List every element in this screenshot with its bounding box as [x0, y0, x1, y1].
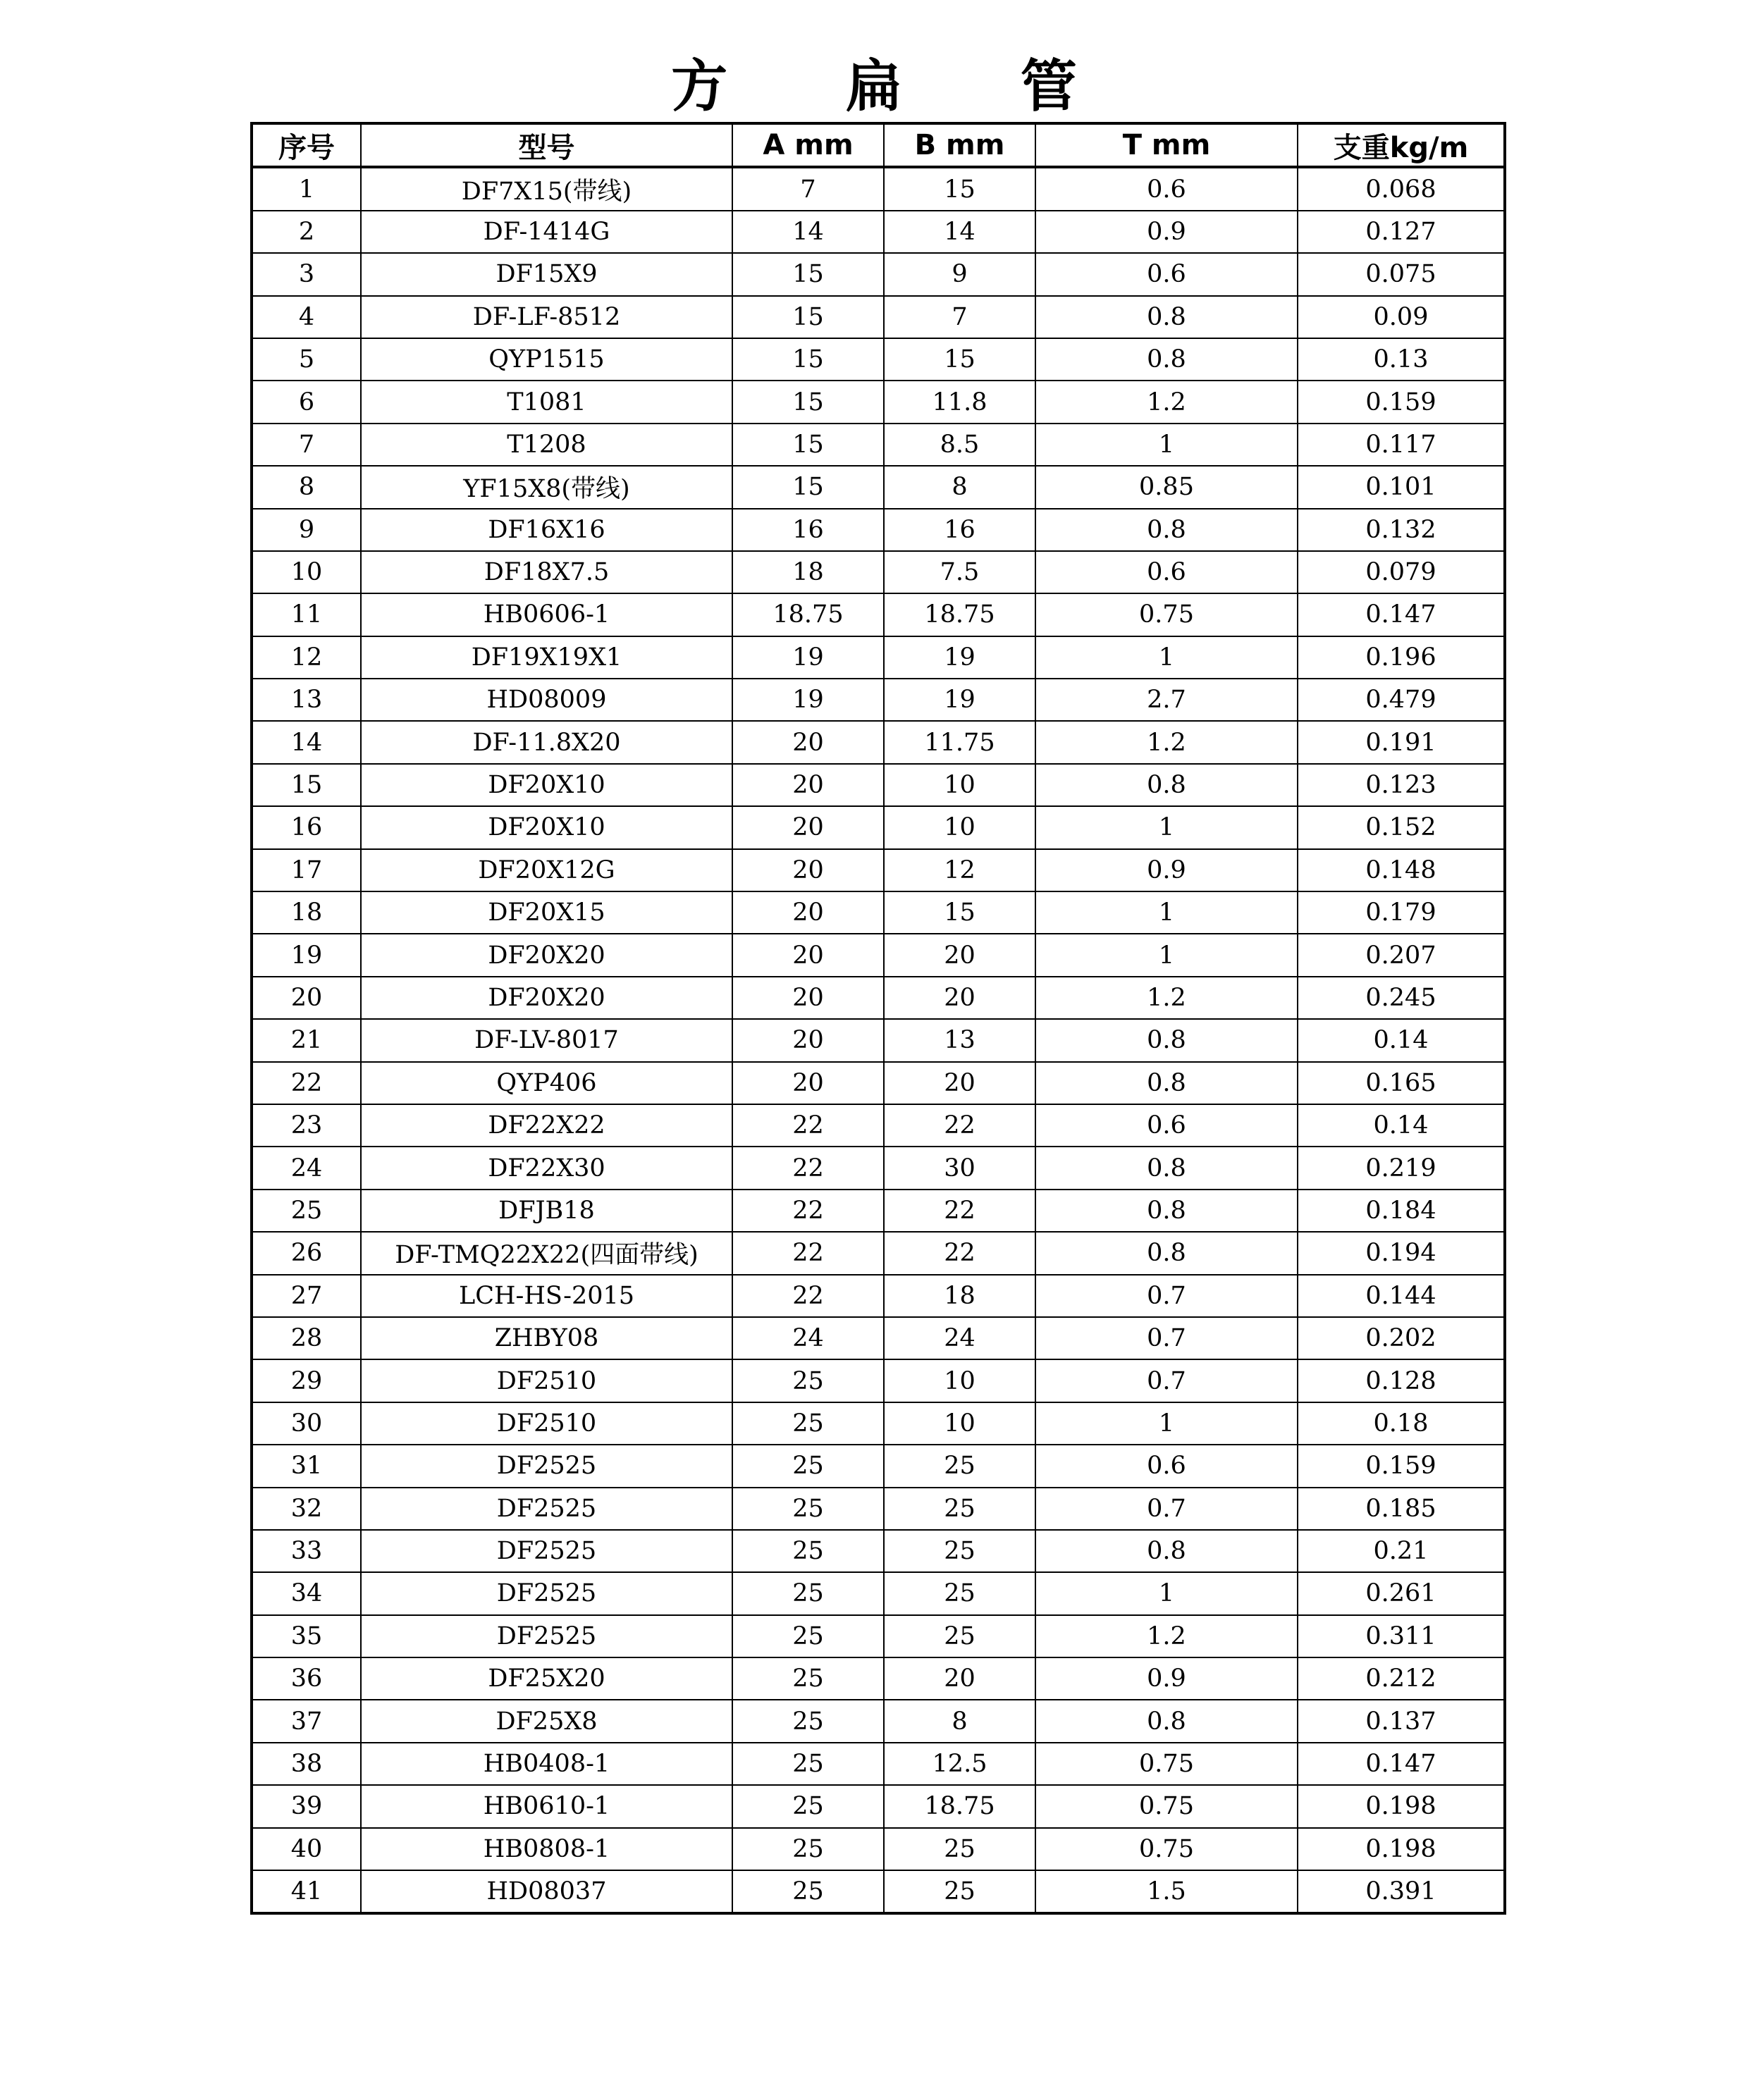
- cell-t-mm: 1: [1035, 1402, 1298, 1445]
- cell-model: DF20X10: [361, 764, 732, 806]
- cell-b-mm: 20: [884, 977, 1035, 1019]
- cell-a-mm: 18: [732, 551, 884, 593]
- cell-t-mm: 0.6: [1035, 167, 1298, 210]
- cell-weight: 0.18: [1298, 1402, 1505, 1445]
- cell-a-mm: 25: [732, 1572, 884, 1614]
- cell-a-mm: 22: [732, 1190, 884, 1232]
- cell-a-mm: 25: [732, 1828, 884, 1870]
- cell-t-mm: 0.8: [1035, 338, 1298, 381]
- cell-weight: 0.152: [1298, 806, 1505, 848]
- cell-weight: 0.391: [1298, 1870, 1505, 1913]
- cell-b-mm: 8.5: [884, 424, 1035, 466]
- cell-weight: 0.21: [1298, 1530, 1505, 1572]
- cell-weight: 0.198: [1298, 1785, 1505, 1827]
- cell-b-mm: 14: [884, 211, 1035, 253]
- table-row: [252, 849, 1505, 891]
- cell-model: DF16X16: [361, 509, 732, 551]
- cell-b-mm: 7.5: [884, 551, 1035, 593]
- cell-b-mm: 18: [884, 1275, 1035, 1317]
- table-row: [252, 679, 1505, 721]
- cell-model: DF20X12G: [361, 849, 732, 891]
- cell-weight: 0.219: [1298, 1147, 1505, 1189]
- table-row: [252, 1359, 1505, 1402]
- cell-no: 16: [252, 806, 361, 848]
- header-a-mm: A mm: [732, 123, 884, 167]
- cell-model: HB0610-1: [361, 1785, 732, 1827]
- cell-t-mm: 0.8: [1035, 1019, 1298, 1061]
- cell-a-mm: 20: [732, 849, 884, 891]
- table-row: [252, 1275, 1505, 1317]
- cell-a-mm: 22: [732, 1104, 884, 1147]
- cell-model: DF20X20: [361, 977, 732, 1019]
- cell-no: 4: [252, 296, 361, 338]
- table-row: [252, 1445, 1505, 1487]
- cell-no: 37: [252, 1700, 361, 1742]
- cell-t-mm: 1: [1035, 424, 1298, 466]
- cell-no: 32: [252, 1488, 361, 1530]
- table-row: [252, 466, 1505, 508]
- cell-t-mm: 0.9: [1035, 849, 1298, 891]
- cell-a-mm: 24: [732, 1317, 884, 1359]
- cell-a-mm: 19: [732, 679, 884, 721]
- cell-no: 30: [252, 1402, 361, 1445]
- cell-no: 23: [252, 1104, 361, 1147]
- cell-weight: 0.132: [1298, 509, 1505, 551]
- cell-weight: 0.13: [1298, 338, 1505, 381]
- cell-model: DF20X10: [361, 806, 732, 848]
- cell-no: 31: [252, 1445, 361, 1487]
- cell-no: 36: [252, 1657, 361, 1700]
- cell-t-mm: 0.6: [1035, 1104, 1298, 1147]
- cell-b-mm: 25: [884, 1530, 1035, 1572]
- cell-model: DF2525: [361, 1615, 732, 1657]
- cell-weight: 0.09: [1298, 296, 1505, 338]
- table-row: [252, 424, 1505, 466]
- cell-no: 28: [252, 1317, 361, 1359]
- cell-model: QYP406: [361, 1062, 732, 1104]
- cell-t-mm: 1: [1035, 891, 1298, 934]
- cell-b-mm: 19: [884, 679, 1035, 721]
- cell-model: DF2525: [361, 1530, 732, 1572]
- cell-b-mm: 24: [884, 1317, 1035, 1359]
- cell-a-mm: 18.75: [732, 593, 884, 636]
- cell-t-mm: 0.85: [1035, 466, 1298, 508]
- cell-model: DF20X20: [361, 934, 732, 976]
- cell-t-mm: 0.9: [1035, 1657, 1298, 1700]
- cell-a-mm: 15: [732, 381, 884, 423]
- table-row: [252, 1232, 1505, 1274]
- table-row: [252, 1104, 1505, 1147]
- cell-b-mm: 25: [884, 1828, 1035, 1870]
- cell-weight: 0.14: [1298, 1104, 1505, 1147]
- cell-t-mm: 0.8: [1035, 1530, 1298, 1572]
- cell-t-mm: 2.7: [1035, 679, 1298, 721]
- cell-b-mm: 10: [884, 764, 1035, 806]
- page-title: 方 扁 管: [671, 54, 1126, 119]
- cell-weight: 0.068: [1298, 167, 1505, 210]
- cell-a-mm: 15: [732, 296, 884, 338]
- table-row: [252, 1743, 1505, 1785]
- cell-t-mm: 0.75: [1035, 1743, 1298, 1785]
- cell-b-mm: 25: [884, 1870, 1035, 1913]
- header-t-mm: T mm: [1035, 123, 1298, 167]
- cell-a-mm: 15: [732, 338, 884, 381]
- table-row: [252, 381, 1505, 423]
- cell-a-mm: 20: [732, 806, 884, 848]
- cell-model: DF-LF-8512: [361, 296, 732, 338]
- cell-b-mm: 15: [884, 167, 1035, 210]
- cell-no: 14: [252, 721, 361, 763]
- cell-a-mm: 25: [732, 1530, 884, 1572]
- table-row: [252, 1870, 1505, 1913]
- cell-t-mm: 0.6: [1035, 1445, 1298, 1487]
- cell-b-mm: 8: [884, 466, 1035, 508]
- header-b-mm: B mm: [884, 123, 1035, 167]
- cell-a-mm: 25: [732, 1445, 884, 1487]
- cell-b-mm: 20: [884, 934, 1035, 976]
- cell-b-mm: 22: [884, 1104, 1035, 1147]
- table-row: [252, 1615, 1505, 1657]
- cell-b-mm: 16: [884, 509, 1035, 551]
- cell-weight: 0.159: [1298, 381, 1505, 423]
- cell-no: 21: [252, 1019, 361, 1061]
- table-header-row: [252, 123, 1505, 167]
- cell-t-mm: 0.8: [1035, 509, 1298, 551]
- cell-no: 12: [252, 636, 361, 679]
- table-row: [252, 1488, 1505, 1530]
- cell-t-mm: 1.2: [1035, 381, 1298, 423]
- cell-model: DF7X15(带线): [361, 167, 732, 210]
- cell-t-mm: 0.7: [1035, 1488, 1298, 1530]
- cell-model: DF2525: [361, 1572, 732, 1614]
- table-row: [252, 551, 1505, 593]
- cell-weight: 0.184: [1298, 1190, 1505, 1232]
- cell-weight: 0.198: [1298, 1828, 1505, 1870]
- cell-no: 6: [252, 381, 361, 423]
- cell-t-mm: 1.2: [1035, 1615, 1298, 1657]
- table-row: [252, 253, 1505, 295]
- cell-a-mm: 20: [732, 1019, 884, 1061]
- cell-no: 41: [252, 1870, 361, 1913]
- cell-model: T1081: [361, 381, 732, 423]
- cell-weight: 0.179: [1298, 891, 1505, 934]
- table-row: [252, 211, 1505, 253]
- cell-no: 7: [252, 424, 361, 466]
- cell-model: DF25X20: [361, 1657, 732, 1700]
- cell-weight: 0.079: [1298, 551, 1505, 593]
- cell-b-mm: 25: [884, 1445, 1035, 1487]
- cell-model: DF25X8: [361, 1700, 732, 1742]
- table-row: [252, 1530, 1505, 1572]
- cell-no: 39: [252, 1785, 361, 1827]
- cell-t-mm: 1: [1035, 806, 1298, 848]
- header-weight: 支重kg/m: [1298, 123, 1505, 167]
- cell-weight: 0.127: [1298, 211, 1505, 253]
- cell-weight: 0.245: [1298, 977, 1505, 1019]
- cell-model: DF2510: [361, 1402, 732, 1445]
- cell-a-mm: 25: [732, 1700, 884, 1742]
- cell-no: 40: [252, 1828, 361, 1870]
- cell-model: DF22X30: [361, 1147, 732, 1189]
- cell-weight: 0.148: [1298, 849, 1505, 891]
- cell-t-mm: 0.7: [1035, 1359, 1298, 1402]
- table-row: [252, 1062, 1505, 1104]
- cell-b-mm: 11.8: [884, 381, 1035, 423]
- cell-no: 5: [252, 338, 361, 381]
- cell-a-mm: 25: [732, 1785, 884, 1827]
- cell-b-mm: 13: [884, 1019, 1035, 1061]
- cell-b-mm: 20: [884, 1657, 1035, 1700]
- table-row: [252, 1700, 1505, 1742]
- cell-weight: 0.194: [1298, 1232, 1505, 1274]
- cell-weight: 0.117: [1298, 424, 1505, 466]
- cell-b-mm: 15: [884, 338, 1035, 381]
- cell-model: DF2525: [361, 1488, 732, 1530]
- cell-weight: 0.311: [1298, 1615, 1505, 1657]
- cell-weight: 0.128: [1298, 1359, 1505, 1402]
- cell-a-mm: 20: [732, 891, 884, 934]
- cell-b-mm: 18.75: [884, 1785, 1035, 1827]
- table-row: [252, 1147, 1505, 1189]
- cell-weight: 0.185: [1298, 1488, 1505, 1530]
- cell-model: LCH-HS-2015: [361, 1275, 732, 1317]
- cell-t-mm: 0.8: [1035, 296, 1298, 338]
- cell-weight: 0.479: [1298, 679, 1505, 721]
- cell-t-mm: 0.7: [1035, 1275, 1298, 1317]
- cell-weight: 0.144: [1298, 1275, 1505, 1317]
- cell-model: DF2510: [361, 1359, 732, 1402]
- cell-a-mm: 20: [732, 1062, 884, 1104]
- cell-b-mm: 22: [884, 1232, 1035, 1274]
- cell-t-mm: 0.6: [1035, 551, 1298, 593]
- cell-model: QYP1515: [361, 338, 732, 381]
- cell-t-mm: 0.8: [1035, 1147, 1298, 1189]
- cell-no: 17: [252, 849, 361, 891]
- cell-model: HD08009: [361, 679, 732, 721]
- cell-model: HB0408-1: [361, 1743, 732, 1785]
- table-row: [252, 806, 1505, 848]
- cell-a-mm: 25: [732, 1402, 884, 1445]
- cell-weight: 0.202: [1298, 1317, 1505, 1359]
- cell-a-mm: 14: [732, 211, 884, 253]
- table-row: [252, 167, 1505, 210]
- cell-no: 35: [252, 1615, 361, 1657]
- cell-t-mm: 0.6: [1035, 253, 1298, 295]
- cell-no: 29: [252, 1359, 361, 1402]
- cell-no: 22: [252, 1062, 361, 1104]
- cell-t-mm: 0.8: [1035, 1190, 1298, 1232]
- cell-weight: 0.137: [1298, 1700, 1505, 1742]
- cell-b-mm: 25: [884, 1615, 1035, 1657]
- cell-no: 38: [252, 1743, 361, 1785]
- cell-model: T1208: [361, 424, 732, 466]
- table-row: [252, 934, 1505, 976]
- table-body: [252, 167, 1505, 1913]
- cell-weight: 0.196: [1298, 636, 1505, 679]
- cell-weight: 0.212: [1298, 1657, 1505, 1700]
- cell-model: DF15X9: [361, 253, 732, 295]
- cell-t-mm: 1: [1035, 1572, 1298, 1614]
- cell-model: DF22X22: [361, 1104, 732, 1147]
- table-row: [252, 1657, 1505, 1700]
- cell-a-mm: 15: [732, 253, 884, 295]
- cell-model: HB0606-1: [361, 593, 732, 636]
- cell-a-mm: 20: [732, 934, 884, 976]
- cell-a-mm: 25: [732, 1743, 884, 1785]
- cell-b-mm: 30: [884, 1147, 1035, 1189]
- table-row: [252, 721, 1505, 763]
- cell-a-mm: 7: [732, 167, 884, 210]
- table-row: [252, 891, 1505, 934]
- cell-t-mm: 1.2: [1035, 721, 1298, 763]
- cell-weight: 0.075: [1298, 253, 1505, 295]
- header-model: 型号: [361, 123, 732, 167]
- cell-b-mm: 15: [884, 891, 1035, 934]
- cell-model: HB0808-1: [361, 1828, 732, 1870]
- cell-no: 27: [252, 1275, 361, 1317]
- cell-no: 10: [252, 551, 361, 593]
- cell-b-mm: 25: [884, 1572, 1035, 1614]
- cell-a-mm: 20: [732, 977, 884, 1019]
- cell-b-mm: 18.75: [884, 593, 1035, 636]
- cell-no: 15: [252, 764, 361, 806]
- cell-no: 24: [252, 1147, 361, 1189]
- header-no: 序号: [252, 123, 361, 167]
- cell-no: 18: [252, 891, 361, 934]
- cell-no: 19: [252, 934, 361, 976]
- cell-weight: 0.101: [1298, 466, 1505, 508]
- cell-model: ZHBY08: [361, 1317, 732, 1359]
- cell-no: 20: [252, 977, 361, 1019]
- cell-t-mm: 0.75: [1035, 1785, 1298, 1827]
- cell-model: DF-1414G: [361, 211, 732, 253]
- table-row: [252, 977, 1505, 1019]
- cell-weight: 0.165: [1298, 1062, 1505, 1104]
- cell-model: DF19X19X1: [361, 636, 732, 679]
- cell-weight: 0.123: [1298, 764, 1505, 806]
- cell-weight: 0.147: [1298, 1743, 1505, 1785]
- spec-table: [250, 122, 1506, 1915]
- cell-b-mm: 10: [884, 1402, 1035, 1445]
- table-row: [252, 764, 1505, 806]
- cell-model: DFJB18: [361, 1190, 732, 1232]
- cell-a-mm: 25: [732, 1488, 884, 1530]
- cell-model: YF15X8(带线): [361, 466, 732, 508]
- cell-no: 8: [252, 466, 361, 508]
- cell-a-mm: 25: [732, 1359, 884, 1402]
- cell-b-mm: 11.75: [884, 721, 1035, 763]
- cell-a-mm: 22: [732, 1232, 884, 1274]
- cell-a-mm: 16: [732, 509, 884, 551]
- cell-model: DF-TMQ22X22(四面带线): [361, 1232, 732, 1274]
- cell-b-mm: 12: [884, 849, 1035, 891]
- cell-t-mm: 1: [1035, 636, 1298, 679]
- table-row: [252, 296, 1505, 338]
- cell-b-mm: 25: [884, 1488, 1035, 1530]
- cell-no: 13: [252, 679, 361, 721]
- table-row: [252, 338, 1505, 381]
- cell-a-mm: 20: [732, 721, 884, 763]
- cell-weight: 0.191: [1298, 721, 1505, 763]
- cell-no: 2: [252, 211, 361, 253]
- cell-no: 26: [252, 1232, 361, 1274]
- table-row: [252, 1317, 1505, 1359]
- table-row: [252, 593, 1505, 636]
- cell-no: 33: [252, 1530, 361, 1572]
- cell-b-mm: 8: [884, 1700, 1035, 1742]
- cell-a-mm: 25: [732, 1615, 884, 1657]
- cell-no: 34: [252, 1572, 361, 1614]
- cell-no: 11: [252, 593, 361, 636]
- table-row: [252, 509, 1505, 551]
- table-row: [252, 1019, 1505, 1061]
- cell-t-mm: 0.75: [1035, 1828, 1298, 1870]
- cell-b-mm: 10: [884, 1359, 1035, 1402]
- table-row: [252, 1828, 1505, 1870]
- cell-t-mm: 0.8: [1035, 764, 1298, 806]
- cell-t-mm: 0.9: [1035, 211, 1298, 253]
- cell-no: 9: [252, 509, 361, 551]
- cell-model: DF-LV-8017: [361, 1019, 732, 1061]
- cell-model: HD08037: [361, 1870, 732, 1913]
- table-row: [252, 1572, 1505, 1614]
- cell-weight: 0.147: [1298, 593, 1505, 636]
- cell-a-mm: 19: [732, 636, 884, 679]
- cell-b-mm: 12.5: [884, 1743, 1035, 1785]
- cell-weight: 0.207: [1298, 934, 1505, 976]
- cell-t-mm: 0.7: [1035, 1317, 1298, 1359]
- cell-t-mm: 1: [1035, 934, 1298, 976]
- cell-t-mm: 0.8: [1035, 1700, 1298, 1742]
- table-row: [252, 1402, 1505, 1445]
- cell-weight: 0.261: [1298, 1572, 1505, 1614]
- cell-t-mm: 1.2: [1035, 977, 1298, 1019]
- cell-model: DF18X7.5: [361, 551, 732, 593]
- cell-b-mm: 9: [884, 253, 1035, 295]
- cell-no: 1: [252, 167, 361, 210]
- cell-t-mm: 0.75: [1035, 593, 1298, 636]
- cell-b-mm: 22: [884, 1190, 1035, 1232]
- cell-model: DF20X15: [361, 891, 732, 934]
- cell-a-mm: 22: [732, 1147, 884, 1189]
- cell-weight: 0.14: [1298, 1019, 1505, 1061]
- cell-model: DF2525: [361, 1445, 732, 1487]
- cell-t-mm: 0.8: [1035, 1232, 1298, 1274]
- cell-weight: 0.159: [1298, 1445, 1505, 1487]
- cell-a-mm: 15: [732, 424, 884, 466]
- table-row: [252, 636, 1505, 679]
- cell-b-mm: 19: [884, 636, 1035, 679]
- cell-no: 25: [252, 1190, 361, 1232]
- cell-a-mm: 20: [732, 764, 884, 806]
- cell-model: DF-11.8X20: [361, 721, 732, 763]
- cell-a-mm: 15: [732, 466, 884, 508]
- cell-b-mm: 20: [884, 1062, 1035, 1104]
- cell-no: 3: [252, 253, 361, 295]
- cell-b-mm: 7: [884, 296, 1035, 338]
- cell-a-mm: 22: [732, 1275, 884, 1317]
- cell-a-mm: 25: [732, 1657, 884, 1700]
- cell-a-mm: 25: [732, 1870, 884, 1913]
- table-row: [252, 1190, 1505, 1232]
- cell-t-mm: 0.8: [1035, 1062, 1298, 1104]
- cell-b-mm: 10: [884, 806, 1035, 848]
- cell-t-mm: 1.5: [1035, 1870, 1298, 1913]
- table-row: [252, 1785, 1505, 1827]
